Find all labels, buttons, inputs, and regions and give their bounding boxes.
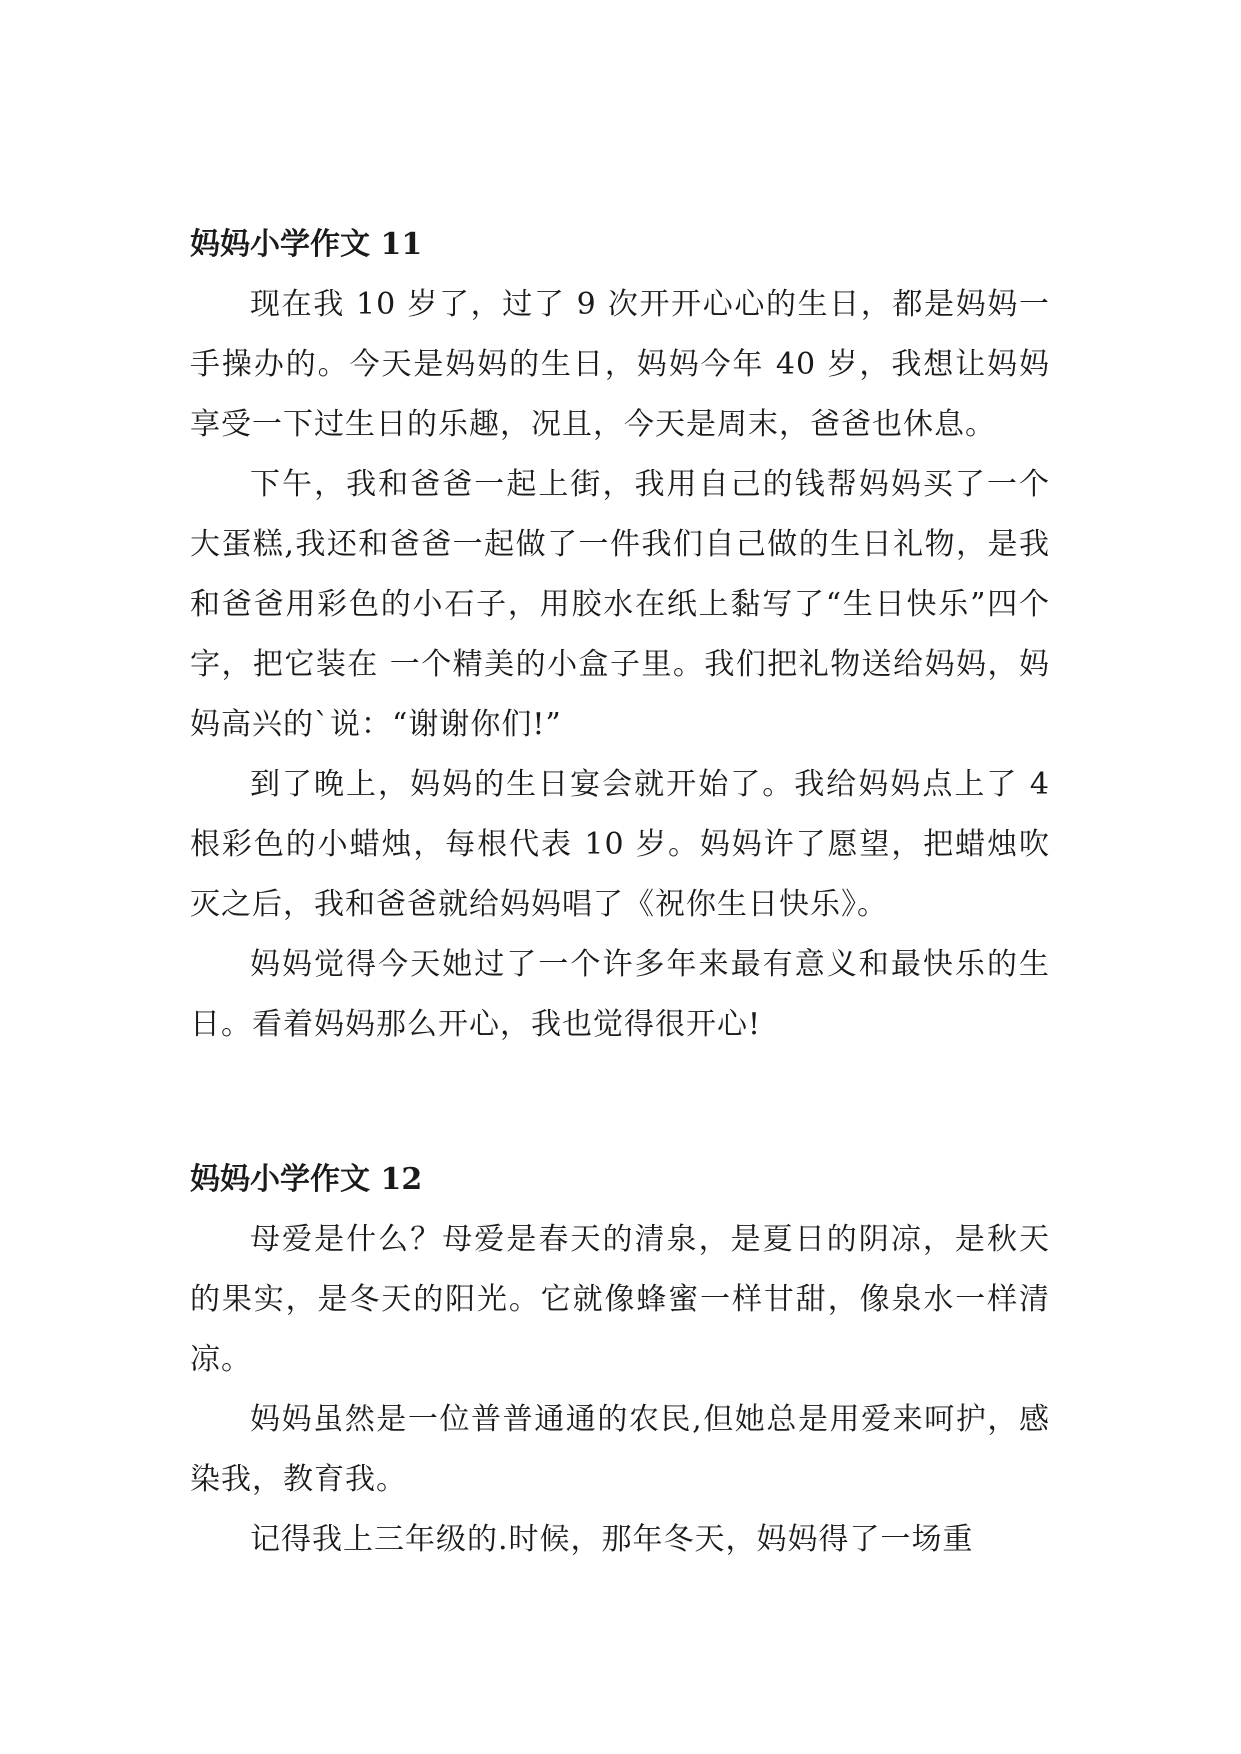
essay-section-11: [190, 215, 1050, 1055]
essay-title: 妈妈小学作文 11: [190, 227, 423, 262]
essay-paragraph: 现在我 10 岁了，过了 9 次开开心心的生日，都是妈妈一手操办的。今天是妈妈的生日，妈妈今年 40 岁，我想让妈妈享受一下过生日的乐趣，况且，今天是周末，爸爸也休息。: [190, 287, 1050, 442]
essay-section-12: [190, 1150, 1050, 1570]
essay-title: 妈妈小学作文 12: [190, 1162, 423, 1197]
essay-paragraph: 妈妈虽然是一位普普通通的农民,但她总是用爱来呵护，感染我，教育我。: [190, 1402, 1050, 1497]
essay-paragraph: 母爱是什么？母爱是春天的清泉，是夏日的阴凉，是秋天的果实，是冬天的阳光。它就像蜂蜜一样甘甜，像泉水一样清凉。: [190, 1222, 1050, 1377]
essay-paragraph: 妈妈觉得今天她过了一个许多年来最有意义和最快乐的生日。看着妈妈那么开心，我也觉得很开心!: [190, 947, 1050, 1042]
essay-paragraph: 记得我上三年级的.时候，那年冬天，妈妈得了一场重: [250, 1522, 974, 1557]
essay-paragraph: 下午，我和爸爸一起上街，我用自己的钱帮妈妈买了一个大蛋糕,我还和爸爸一起做了一件我们自己做的生日礼物，是我和爸爸用彩色的小石子，用胶水在纸上黏写了“生日快乐”四个字，把它装在 一个精美的小盒子里。我们把礼物送给妈妈，妈妈高兴的`说：“谢谢你们!”: [190, 467, 1050, 742]
essay-paragraph: 到了晚上，妈妈的生日宴会就开始了。我给妈妈点上了 4 根彩色的小蜡烛，每根代表 10 岁。妈妈许了愿望，把蜡烛吹灭之后，我和爸爸就给妈妈唱了《祝你生日快乐》。: [190, 767, 1050, 922]
